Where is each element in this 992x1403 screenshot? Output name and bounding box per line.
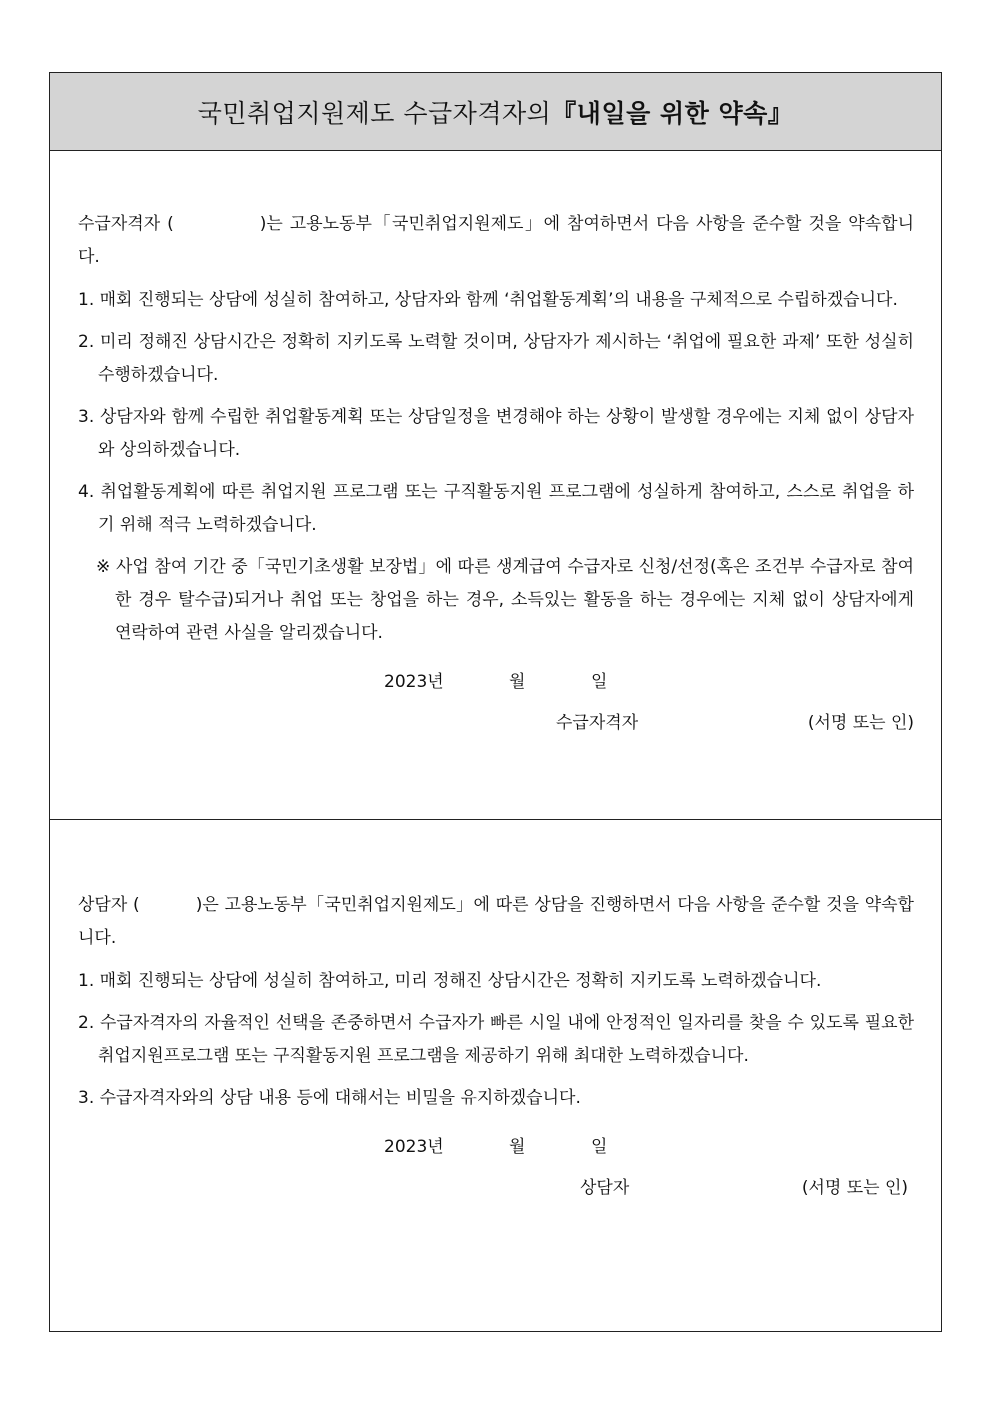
counselor-signer-label: 상담자	[580, 1178, 630, 1198]
recipient-date-month[interactable]: 월	[509, 672, 526, 692]
counselor-pledge-section	[78, 889, 914, 1205]
recipient-intro-before: 수급자격자 (	[78, 214, 174, 234]
counselor-intro	[78, 889, 914, 955]
recipient-signer-label: 수급자격자	[556, 713, 639, 733]
counselor-date-year[interactable]: 2023년	[384, 1137, 444, 1157]
recipient-sign-field[interactable]: (서명 또는 인)	[807, 713, 914, 733]
counselor-item-1: 1. 매회 진행되는 상담에 성실히 참여하고, 미리 정해진 상담시간은 정확히 지키도록 노력하겠습니다.	[78, 971, 822, 991]
title-emphasis-close: 』	[767, 98, 794, 128]
counselor-date-day[interactable]: 일	[591, 1137, 608, 1157]
recipient-signature-row	[78, 707, 914, 740]
counselor-sign-field[interactable]: (서명 또는 인)	[801, 1178, 908, 1198]
counselor-date-row	[78, 1131, 914, 1164]
recipient-item-3: 3. 상담자와 함께 수립한 취업활동계획 또는 상담일정을 변경해야 하는 상황이 발생할 경우에는 지체 없이 상담자와 상의하겠습니다.	[78, 407, 914, 460]
recipient-date-row	[78, 666, 914, 699]
recipient-item-4: 4. 취업활동계획에 따른 취업지원 프로그램 또는 구직활동지원 프로그램에 성실하게 참여하고, 스스로 취업을 하기 위해 적극 노력하겠습니다.	[78, 482, 914, 535]
title-emphasis-open: 『	[551, 98, 577, 128]
recipient-intro-after: )는 고용노동부「국민취업지원제도」에 참여하면서 다음 사항을 준수할 것을 약속합니다.	[78, 214, 914, 267]
section-divider	[50, 819, 941, 820]
title-prefix: 국민취업지원제도 수급자격자의	[197, 98, 552, 128]
recipient-pledge-section	[78, 208, 914, 740]
recipient-intro	[78, 208, 914, 274]
recipient-date-day[interactable]: 일	[591, 672, 608, 692]
counselor-item-3: 3. 수급자격자와의 상담 내용 등에 대해서는 비밀을 유지하겠습니다.	[78, 1088, 581, 1108]
title-emphasis: 내일을 위한 약속	[576, 98, 768, 128]
counselor-date-month[interactable]: 월	[509, 1137, 526, 1157]
pledge-form	[49, 72, 942, 1332]
recipient-date-year[interactable]: 2023년	[384, 672, 444, 692]
page-title	[50, 73, 941, 151]
recipient-item-2: 2. 미리 정해진 상담시간은 정확히 지키도록 노력할 것이며, 상담자가 제시하는 ‘취업에 필요한 과제’ 또한 성실히 수행하겠습니다.	[78, 332, 914, 385]
counselor-signature-row	[78, 1172, 914, 1205]
recipient-item-1: 1. 매회 진행되는 상담에 성실히 참여하고, 상담자와 함께 ‘취업활동계획’의 내용을 구체적으로 수립하겠습니다.	[78, 290, 898, 310]
recipient-note: ※ 사업 참여 기간 중「국민기초생활 보장법」에 따른 생계급여 수급자로 신청/선정(혹은 조건부 수급자로 참여한 경우 탈수급)되거나 취업 또는 창업을 하는 경우, 소득있는 활동을 하는 경우에는 지체 없이 상담자에게 연락하여 관련 사실을 알리겠습니다.	[96, 557, 914, 643]
counselor-intro-after: )은 고용노동부「국민취업지원제도」에 따른 상담을 진행하면서 다음 사항을 준수할 것을 약속합니다.	[78, 895, 914, 948]
counselor-intro-before: 상담자 (	[78, 895, 140, 915]
counselor-item-2: 2. 수급자격자의 자율적인 선택을 존중하면서 수급자가 빠른 시일 내에 안정적인 일자리를 찾을 수 있도록 필요한 취업지원프로그램 또는 구직활동지원 프로그램을 제공하기 위해 최대한 노력하겠습니다.	[78, 1013, 914, 1066]
